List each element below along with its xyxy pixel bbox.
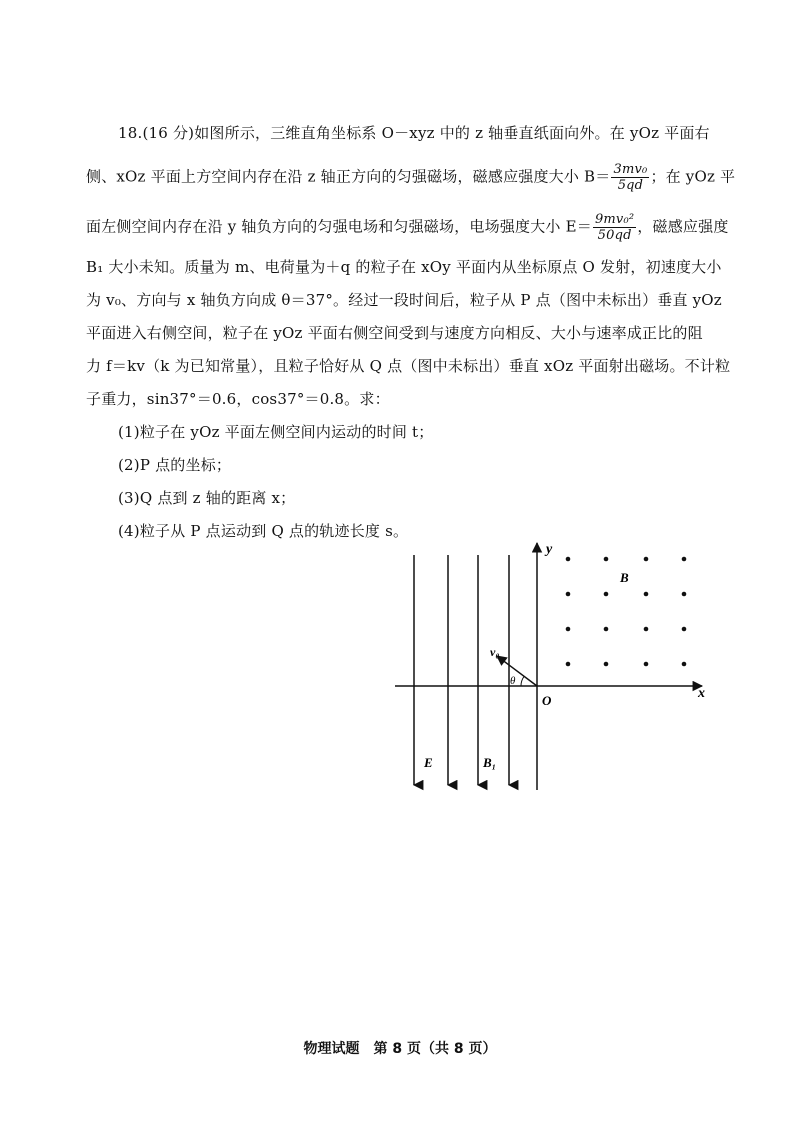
problem-line-1 <box>118 122 718 143</box>
formula-B-denominator: 5qd <box>617 178 644 193</box>
angle-arc <box>521 677 524 687</box>
formula-B-numerator: 3mv₀ <box>613 162 648 177</box>
label-origin: O <box>542 693 552 708</box>
problem-text-1: 如图所示，三维直角坐标系 O－xyz 中的 z 轴垂直纸面向外。在 yOz 平面右 <box>194 124 710 142</box>
problem-number: 18. <box>118 124 143 142</box>
label-v0: v₀ <box>490 645 500 659</box>
label-E: E <box>424 755 433 770</box>
problem-line-6: 平面进入右侧空间，粒子在 yOz 平面右侧空间受到与速度方向相反、大小与速率成正比的阻 <box>86 324 703 342</box>
formula-E-denominator: 50qd <box>597 228 632 243</box>
problem-line-4: B₁ 大小未知。质量为 m、电荷量为＋q 的粒子在 xOy 平面内从坐标原点 O 发射，初速度大小 <box>86 258 722 276</box>
formula-E-numerator: 9mv₀² <box>594 212 635 227</box>
problem-text-2a: 侧、xOz 平面上方空间内存在沿 z 轴正方向的匀强磁场，磁感应强度大小 B＝ <box>86 167 611 186</box>
velocity-vector <box>497 656 537 686</box>
problem-line-2 <box>86 162 736 193</box>
problem-text-2b: ；在 yOz 平 <box>650 167 736 186</box>
question-4: (4)粒子从 P 点运动到 Q 点的轨迹长度 s。 <box>118 522 409 540</box>
problem-score: (16 分) <box>142 124 195 142</box>
formula-E <box>593 212 636 243</box>
problem-text-3b: ，磁感应强度 <box>637 217 729 236</box>
label-y: y <box>546 542 553 557</box>
question-1: (1)粒子在 yOz 平面左侧空间内运动的时间 t； <box>118 423 434 441</box>
label-x: x <box>698 686 705 701</box>
question-2: (2)P 点的坐标； <box>118 456 232 474</box>
page-footer: 物理试题 第 8 页（共 8 页） <box>303 1041 497 1057</box>
question-3: (3)Q 点到 z 轴的距离 x； <box>118 489 296 507</box>
problem-line-5: 为 v₀、方向与 x 轴负方向成 θ＝37°。经过一段时间后，粒子从 P 点（图中未标出）垂直 yOz <box>86 291 722 309</box>
field-diagram <box>390 535 720 795</box>
problem-line-7: 力 f＝kv（k 为已知常量），且粒子恰好从 Q 点（图中未标出）垂直 xOz 平面射出磁场。不计粒 <box>86 357 731 375</box>
label-B1: B₁ <box>483 755 497 770</box>
problem-line-3 <box>86 212 729 243</box>
formula-B <box>611 162 649 193</box>
problem-text-3a: 面左侧空间内存在沿 y 轴负方向的匀强电场和匀强磁场，电场强度大小 E＝ <box>86 217 592 236</box>
label-B: B <box>620 570 629 585</box>
label-theta: θ <box>510 675 516 687</box>
problem-line-8: 子重力，sin37°＝0.6，cos37°＝0.8。求： <box>86 390 390 408</box>
